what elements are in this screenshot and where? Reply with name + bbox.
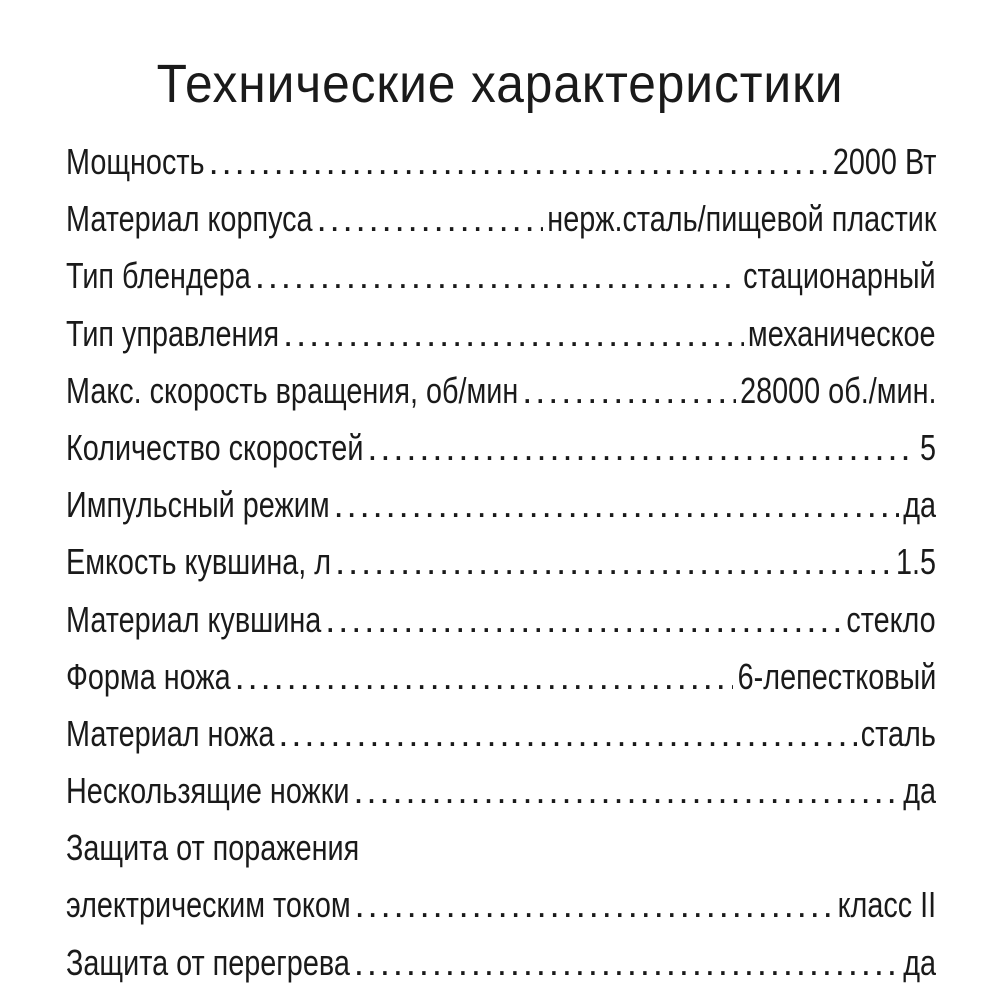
spec-value: стационарный xyxy=(743,255,936,297)
spec-row xyxy=(66,476,936,533)
spec-label: Тип блендера xyxy=(66,255,251,297)
spec-value: сталь xyxy=(860,712,936,754)
dot-leader xyxy=(317,190,543,247)
dot-leader xyxy=(522,362,735,419)
spec-label: Защита от поражения xyxy=(66,827,360,869)
spec-row-continuation xyxy=(66,876,936,933)
dot-leader xyxy=(255,247,740,304)
spec-row xyxy=(66,705,936,762)
dot-leader xyxy=(278,705,856,762)
spec-label: Нескользящие ножки xyxy=(66,770,350,812)
spec-row xyxy=(66,247,936,304)
spec-row xyxy=(66,533,936,590)
spec-value: механическое xyxy=(748,312,936,354)
spec-value: да xyxy=(903,941,936,983)
spec-label: Форма ножа xyxy=(66,655,231,697)
dot-leader xyxy=(367,419,916,476)
spec-label: Мощность xyxy=(66,141,205,182)
dot-leader xyxy=(335,533,892,590)
spec-row xyxy=(66,362,936,419)
spec-row xyxy=(66,190,936,247)
spec-value: 5 xyxy=(919,426,936,468)
spec-row xyxy=(66,305,936,362)
dot-leader xyxy=(354,934,899,991)
spec-value: 1.5 xyxy=(895,541,936,583)
page-title: Технические характеристики xyxy=(156,54,844,114)
spec-value: 2000 Вт xyxy=(832,141,936,182)
spec-row xyxy=(66,419,936,476)
spec-value: 6-лепестковый xyxy=(737,655,936,697)
spec-label: Количество скоростей xyxy=(66,426,364,468)
spec-label: Макс. скорость вращения, об/мин xyxy=(66,369,519,411)
dot-leader xyxy=(334,476,900,533)
dot-leader xyxy=(283,305,744,362)
spec-label: Емкость кувшина, л xyxy=(66,541,332,583)
spec-row xyxy=(66,762,936,819)
spec-row xyxy=(66,934,936,991)
spec-value: нерж.сталь/пищевой пластик xyxy=(546,198,936,240)
spec-value: стекло xyxy=(846,598,936,640)
spec-label: Защита от перегрева xyxy=(66,941,350,983)
dot-leader xyxy=(325,591,842,648)
spec-label: Импульсный режим xyxy=(66,484,330,526)
spec-value: 28000 об./мин. xyxy=(739,369,936,411)
spec-row xyxy=(66,591,936,648)
spec-value: класс II xyxy=(837,884,936,926)
spec-value: да xyxy=(903,770,936,812)
dot-leader xyxy=(354,762,900,819)
spec-label: электрическим током xyxy=(66,884,351,926)
dot-leader xyxy=(209,133,829,190)
spec-label: Материал корпуса xyxy=(66,198,313,240)
spec-list xyxy=(66,133,936,991)
dot-leader xyxy=(355,876,834,933)
spec-row xyxy=(66,133,936,190)
spec-label: Тип управления xyxy=(66,312,280,354)
spec-label: Материал ножа xyxy=(66,712,275,754)
dot-leader xyxy=(235,648,734,705)
spec-row xyxy=(66,648,936,705)
spec-value: да xyxy=(903,484,936,526)
spec-label: Материал кувшина xyxy=(66,598,322,640)
spec-row xyxy=(66,819,936,933)
